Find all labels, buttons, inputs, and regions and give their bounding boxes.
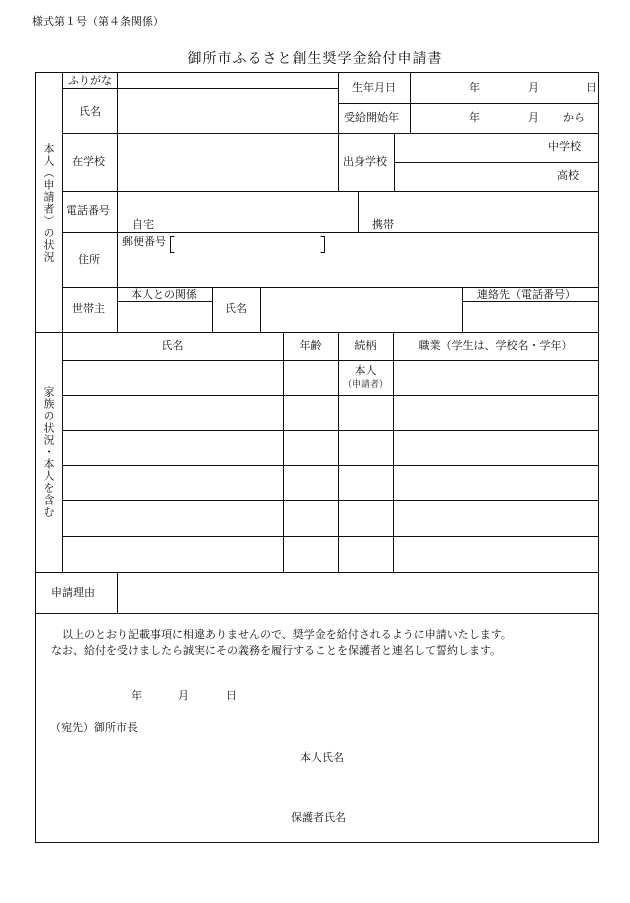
junior-high-field[interactable]: [395, 134, 598, 162]
birthdate-field[interactable]: [411, 73, 598, 103]
guardian-signature-field[interactable]: [352, 806, 552, 828]
start-month-unit: 月: [528, 111, 539, 124]
postal-code-label: 郵便番号: [122, 235, 166, 248]
phone-label: 電話番号: [66, 204, 110, 217]
family-header-occupation: 職業（学生は、学校名・学年）: [418, 339, 573, 352]
addressee: （宛先）御所市長: [50, 721, 138, 734]
start-year-label: 受給開始年: [344, 111, 399, 124]
sign-date-field[interactable]: [90, 686, 240, 706]
home-phone-label: 自宅: [132, 218, 154, 231]
family-row[interactable]: [63, 501, 598, 536]
postal-code-field[interactable]: [172, 237, 322, 252]
guardian-signature-label: 保護者氏名: [291, 811, 346, 824]
address-label: 住所: [78, 253, 100, 266]
start-year-unit: 年: [469, 111, 480, 124]
family-header-relation: 続柄: [354, 339, 377, 352]
furigana-field[interactable]: [118, 73, 338, 88]
reason-field[interactable]: [118, 573, 598, 613]
section-family-label: 家族の状況・本人を含む: [42, 386, 55, 518]
sign-date-day: 日: [226, 689, 237, 702]
householder-name-field[interactable]: [261, 288, 462, 332]
sign-date-month: 月: [178, 689, 189, 702]
family-header-age: 年齢: [299, 339, 322, 352]
name-field[interactable]: [118, 89, 338, 133]
applicant-signature-field[interactable]: [352, 746, 552, 768]
family-row[interactable]: [63, 361, 598, 395]
start-from-text: から: [563, 111, 585, 124]
section-applicant-label: 本人（申請者）の状況: [42, 143, 55, 263]
declaration-line-2: なお、給付を受けましたら誠実にその義務を履行することを保護者と連名して誓約します。: [51, 644, 502, 657]
family-row[interactable]: [63, 466, 598, 500]
householder-name-label: 氏名: [225, 302, 247, 315]
family-self-sub-label: （申請者）: [342, 380, 388, 390]
family-header-name: 氏名: [161, 339, 184, 352]
family-row[interactable]: [63, 537, 598, 572]
high-school-text: 高校: [557, 169, 579, 182]
graduated-school-label: 出身学校: [343, 155, 387, 168]
birth-year-unit: 年: [469, 81, 480, 94]
family-row[interactable]: [63, 396, 598, 430]
junior-high-text: 中学校: [548, 140, 581, 153]
school-field[interactable]: [118, 134, 338, 191]
householder-label: 世帯主: [72, 302, 105, 315]
contact-label: 連絡先（電話番号）: [477, 288, 576, 301]
mobile-phone-field[interactable]: [359, 192, 598, 232]
form-code: 様式第１号（第４条関係）: [32, 15, 164, 28]
sign-date-year: 年: [131, 689, 142, 702]
relation-label: 本人との関係: [131, 288, 197, 301]
high-school-field[interactable]: [395, 163, 598, 191]
home-phone-field[interactable]: [118, 192, 358, 232]
furigana-label: ふりがな: [68, 74, 112, 87]
birthdate-label: 生年月日: [352, 81, 396, 94]
name-label: 氏名: [79, 105, 101, 118]
reason-label: 申請理由: [51, 586, 95, 599]
family-row[interactable]: [63, 431, 598, 465]
family-self-label: 本人: [354, 364, 377, 377]
mobile-phone-label: 携帯: [372, 218, 394, 231]
declaration-line-1: 以上のとおり記載事項に相違ありませんので、奨学金を給付されるように申請いたします。: [62, 628, 512, 641]
contact-field[interactable]: [463, 302, 598, 332]
birth-month-unit: 月: [528, 81, 539, 94]
page-title: 御所市ふるさと創生奨学金給付申請書: [187, 51, 443, 67]
address-field[interactable]: [118, 254, 598, 287]
birth-day-unit: 日: [586, 81, 597, 94]
relation-field[interactable]: [118, 302, 212, 332]
start-year-field[interactable]: [411, 104, 598, 133]
applicant-signature-label: 本人氏名: [300, 751, 344, 764]
school-label: 在学校: [72, 155, 105, 168]
